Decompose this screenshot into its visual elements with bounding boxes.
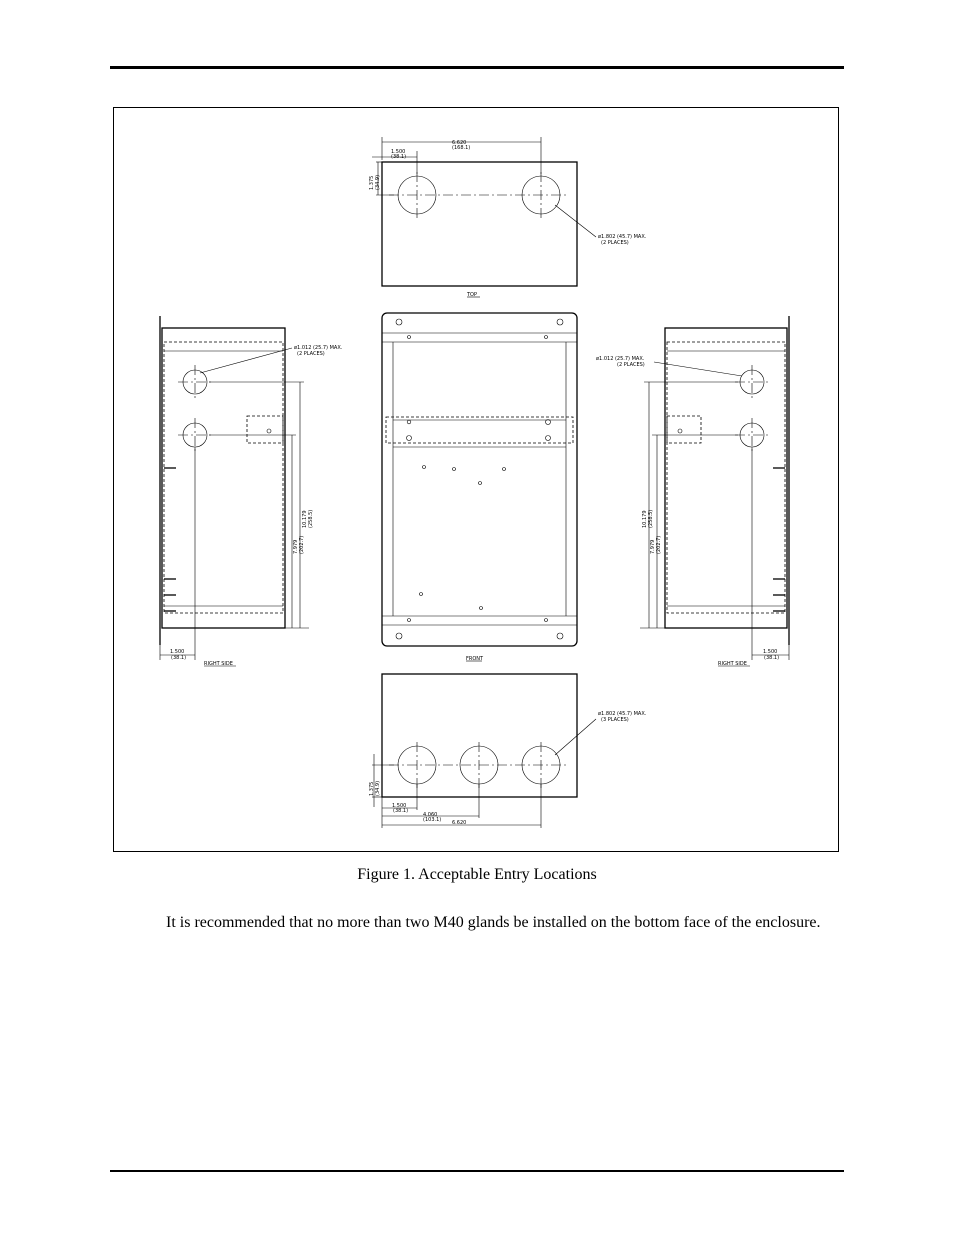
bottom-offset-dim: 1.500 <box>392 803 407 809</box>
bottom-middle-mm: (103.1) <box>423 817 442 823</box>
right-side-height-2-mm: (202.7) <box>656 535 662 554</box>
left-side-height-2: 7.979 <box>293 539 299 554</box>
bottom-view <box>369 674 647 828</box>
left-side-height-2-mm: (202.7) <box>299 535 305 554</box>
left-side-offset-mm: (38.1) <box>171 655 187 661</box>
top-offset-dim: 1.500 <box>391 149 406 155</box>
bottom-offset-mm: (38.1) <box>393 808 409 814</box>
right-side-view <box>596 316 789 667</box>
body-paragraph: It is recommended that no more than two M40 glands be installed on the bottom face of the enclosure. <box>166 914 821 931</box>
top-depth-dim: 1.375 <box>369 175 375 190</box>
bottom-depth-mm: (34.9) <box>375 780 381 796</box>
right-side-hole-places: (2 PLACES) <box>617 362 645 368</box>
front-view-label: FRONT <box>466 656 484 662</box>
front-view <box>382 313 577 662</box>
figure-caption: Figure 1. Acceptable Entry Locations <box>357 866 597 883</box>
right-side-height-2: 7.979 <box>650 539 656 554</box>
entry-locations-drawing <box>114 108 840 853</box>
top-view-label: TOP <box>467 292 478 298</box>
header-rule <box>110 66 844 69</box>
top-view <box>369 137 647 298</box>
right-side-offset-dim: 1.500 <box>763 649 778 655</box>
right-side-height-1-mm: (258.5) <box>648 509 654 528</box>
top-width-mm: (168.1) <box>452 145 471 151</box>
bottom-middle-dim: 4.060 <box>423 812 438 818</box>
left-side-offset-dim: 1.500 <box>170 649 185 655</box>
left-side-height-1: 10.179 <box>302 510 308 528</box>
top-offset-mm: (38.1) <box>391 154 407 160</box>
right-side-hole-note: ø1.012 (25.7) MAX. <box>596 356 645 362</box>
figure-frame <box>113 107 839 852</box>
footer-rule <box>110 1170 844 1172</box>
right-side-offset-mm: (38.1) <box>764 655 780 661</box>
left-side-view-label: RIGHT SIDE <box>204 661 233 667</box>
left-side-height-1-mm: (258.5) <box>308 509 314 528</box>
top-width-dim: 6.620 <box>452 140 467 146</box>
left-side-view <box>160 316 343 667</box>
top-hole-places: (2 PLACES) <box>601 240 629 246</box>
bottom-depth-dim: 1.375 <box>369 781 375 796</box>
right-side-height-1: 10.179 <box>642 510 648 528</box>
left-side-hole-note: ø1.012 (25.7) MAX. <box>294 345 343 351</box>
bottom-hole-places: (3 PLACES) <box>601 717 629 723</box>
top-depth-mm: (34.9) <box>375 174 381 190</box>
bottom-hole-note: ø1.802 (45.7) MAX. <box>598 711 647 717</box>
top-hole-note: ø1.802 (45.7) MAX. <box>598 234 647 240</box>
right-side-view-label: RIGHT SIDE <box>718 661 747 667</box>
bottom-width-dim: 6.620 <box>452 820 467 826</box>
left-side-hole-places: (2 PLACES) <box>297 351 325 357</box>
